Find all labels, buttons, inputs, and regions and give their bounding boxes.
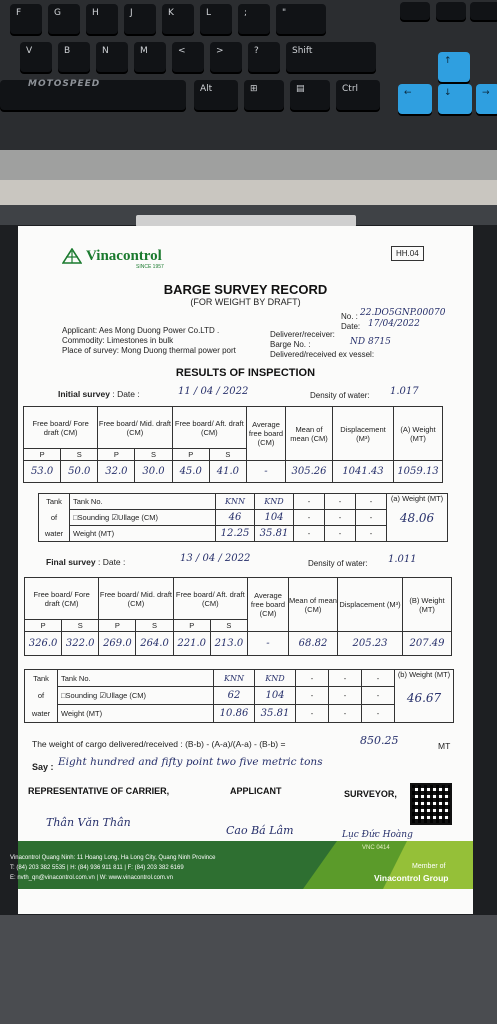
cargo-weight-unit: MT [438, 741, 451, 751]
carrier-signature: Thân Văn Thân [46, 816, 131, 829]
header-mean: Mean of mean (CM) [286, 407, 333, 461]
surveyor-signature: Lục Đức Hoàng [342, 830, 413, 840]
footer-member: Member of [412, 863, 446, 870]
mid-s-value: 264.0 [136, 632, 173, 656]
desk-bottom [0, 915, 497, 1024]
header-mid-draft: Free board/ Mid. draft (CM) [99, 578, 173, 620]
tank-dash: - [294, 526, 325, 542]
initial-label: Initial survey [58, 389, 110, 399]
s-label: S [136, 620, 173, 632]
water-label: water [25, 705, 58, 723]
final-label: Final survey [46, 557, 96, 567]
tank-dash: - [294, 494, 325, 510]
tank-no-label: Tank No. [70, 494, 216, 510]
no-label: No. : [341, 312, 358, 321]
key-arrow-up: ↑ [438, 52, 470, 82]
tank-dash: - [296, 687, 329, 705]
tank-dash: - [362, 687, 395, 705]
ullage-b-value: 104 [255, 510, 294, 526]
qr-code-icon [410, 783, 452, 825]
commodity: Commodity: Limestones in bulk [62, 336, 174, 345]
tank-dash: - [329, 705, 362, 723]
aft-s-value: 213.0 [210, 632, 247, 656]
mid-p-value: 269.0 [99, 632, 136, 656]
weight-formula: The weight of cargo delivered/received : (B-b) - (A-a)/(A-a) - (B-b) = [32, 739, 286, 749]
tank-dash: - [325, 510, 356, 526]
tank-col-a: KNN [216, 494, 255, 510]
header-aft-draft: Free board/ Aft. draft (CM) [173, 578, 247, 620]
final-date-label: : Date : [97, 557, 126, 567]
deliverer-receiver: Deliverer/receiver: [270, 330, 335, 339]
weight-a-value: 12.25 [216, 526, 255, 542]
sounding-checkbox: □Sounding [73, 513, 110, 522]
initial-survey-line [58, 389, 140, 399]
tank-dash: - [296, 670, 329, 687]
displacement-value: 1041.43 [333, 461, 394, 483]
say-label: Say : [32, 762, 54, 772]
key-win: ⊞ [244, 80, 284, 110]
header-displacement: Displacement (M³) [333, 407, 394, 461]
ullage-checkbox: ☑Ullage (CM) [99, 691, 147, 700]
p-label: P [25, 620, 62, 632]
key-arrow-right: → [476, 84, 497, 114]
p-label: P [98, 449, 135, 461]
keyboard-edge [0, 150, 497, 180]
p-label: P [173, 620, 210, 632]
aft-s-value: 41.0 [209, 461, 246, 483]
initial-date: 11 / 04 / 2022 [178, 386, 249, 397]
key-extra-2 [436, 2, 466, 20]
key-extra-1 [400, 2, 430, 20]
final-tank-table [24, 669, 454, 723]
s-label: S [209, 449, 246, 461]
p-label: P [99, 620, 136, 632]
tank-total-value: 46.67 [406, 691, 442, 705]
water-label: water [39, 526, 70, 542]
ex-vessel: Delivered/received ex vessel: [270, 350, 375, 359]
key-l: L [200, 4, 232, 34]
aft-p-value: 45.0 [172, 461, 209, 483]
sounding-checkbox: □Sounding [61, 691, 98, 700]
tank-label: Tank [39, 494, 70, 510]
tank-label: Tank [25, 670, 58, 687]
tank-dash: - [356, 494, 387, 510]
average-value: - [248, 632, 289, 656]
mid-s-value: 30.0 [135, 461, 172, 483]
footer-phone: T: (84) 203 382 5535 | H: (84) 936 911 811 | F: (84) 203 382 6169 [10, 865, 184, 871]
tank-total-value: 48.06 [399, 511, 435, 525]
s-label: S [61, 449, 98, 461]
date-label: Date: [341, 322, 361, 331]
s-label: S [210, 620, 247, 632]
tank-dash: - [294, 510, 325, 526]
key-v: V [20, 42, 52, 72]
header-average: Average free board (CM) [247, 407, 286, 461]
applicant-label: APPLICANT [230, 786, 282, 796]
keyboard [0, 0, 497, 150]
initial-date-label: : Date : [112, 389, 140, 399]
final-survey-line [46, 557, 125, 567]
applicant: Applicant: Aes Mong Duong Power Co.LTD . [62, 326, 220, 335]
tank-dash: - [362, 670, 395, 687]
mean-value: 68.82 [289, 632, 338, 656]
keyboard-brand: MOTOSPEED [28, 79, 101, 89]
ullage-a-value: 46 [216, 510, 255, 526]
header-displacement: Displacement (M³) [338, 578, 403, 632]
say-value: Eight hundred and fifty point two five metric tons [58, 756, 323, 768]
footer-address: Vinacontrol Quang Ninh: 11 Hoang Long, Ha Long City, Quang Ninh Province [10, 855, 216, 861]
fore-p-value: 326.0 [25, 632, 62, 656]
barge-label: Barge No. : [270, 340, 311, 349]
carrier-label: REPRESENTATIVE OF CARRIER, [28, 786, 170, 796]
place-of-survey: Place of survey: Mong Duong thermal power port [62, 346, 236, 355]
document-code: HH.04 [391, 246, 424, 261]
ullage-checkbox: ☑Ullage (CM) [111, 513, 159, 522]
weight-b-value: 35.81 [255, 705, 296, 723]
footer-group: Vinacontrol Group [374, 873, 449, 883]
barge-value: ND 8715 [350, 337, 391, 347]
sounding-ullage-cell [70, 510, 216, 526]
ullage-b-value: 104 [255, 687, 296, 705]
key-semicolon: ; [238, 4, 270, 34]
logo-text: Vinacontrol [86, 248, 162, 264]
tank-weight-label: Weight (MT) [58, 705, 214, 723]
initial-tank-table [38, 493, 448, 542]
final-density: 1.011 [388, 554, 417, 565]
tank-dash: - [325, 526, 356, 542]
s-label: S [135, 449, 172, 461]
key-b: B [58, 42, 90, 72]
mean-value: 305.26 [286, 461, 333, 483]
fore-s-value: 322.0 [62, 632, 99, 656]
weight-value: 207.49 [403, 632, 452, 656]
tank-no-label: Tank No. [58, 670, 214, 687]
tank-dash: - [325, 494, 356, 510]
header-mid-draft: Free board/ Mid. draft (CM) [98, 407, 172, 449]
header-average: Average free board (CM) [248, 578, 289, 632]
header-mean: Mean of mean (CM) [289, 578, 338, 632]
tank-col-a: KNN [214, 670, 255, 687]
tank-dash: - [329, 687, 362, 705]
header-weight: (A) Weight (MT) [394, 407, 443, 461]
cargo-weight-value: 850.25 [360, 734, 399, 747]
document-title: BARGE SURVEY RECORD [163, 282, 328, 297]
initial-density: 1.017 [390, 386, 419, 397]
date-value: 17/04/2022 [368, 319, 420, 329]
key-m: M [134, 42, 166, 72]
fore-s-value: 50.0 [61, 461, 98, 483]
key-alt: Alt [194, 80, 238, 110]
mid-p-value: 32.0 [98, 461, 135, 483]
key-g: G [48, 4, 80, 34]
p-label: P [172, 449, 209, 461]
s-label: S [62, 620, 99, 632]
displacement-value: 205.23 [338, 632, 403, 656]
footer-email: E: nvth_qn@vinacontrol.com.vn | W: www.vinacontrol.com.vn [10, 875, 173, 881]
weight-a-value: 10.86 [214, 705, 255, 723]
key-arrow-left: ← [398, 84, 432, 114]
aft-p-value: 221.0 [173, 632, 210, 656]
key-h: H [86, 4, 118, 34]
tank-weight-label: Weight (MT) [70, 526, 216, 542]
tank-dash: - [329, 670, 362, 687]
final-draft-table [24, 577, 452, 656]
initial-density-label: Density of water: [310, 391, 370, 400]
no-value: 22.DO5GNP.00070 [360, 308, 446, 318]
tank-total-cell [395, 670, 454, 723]
of-label: of [25, 687, 58, 705]
results-title: RESULTS OF INSPECTION [175, 367, 316, 379]
surveyor-label: SURVEYOR, [344, 789, 397, 799]
key-extra-3 [470, 2, 497, 20]
key-shift: Shift [286, 42, 376, 72]
document-subtitle: (FOR WEIGHT BY DRAFT) [190, 297, 301, 307]
final-density-label: Density of water: [308, 559, 368, 568]
footer-code: VNC 0414 [362, 845, 390, 851]
key-n: N [96, 42, 128, 72]
applicant-signature: Cao Bá Lâm [226, 824, 294, 837]
tank-col-b: KND [255, 494, 294, 510]
tank-dash: - [356, 526, 387, 542]
key-comma: < [172, 42, 204, 72]
tank-dash: - [362, 705, 395, 723]
key-quote: " [276, 4, 326, 34]
key-ctrl: Ctrl [336, 80, 380, 110]
barge-survey-document [10, 226, 473, 914]
sounding-ullage-cell [58, 687, 214, 705]
key-k: K [162, 4, 194, 34]
tank-total-label: (b) Weight (MT) [397, 670, 451, 679]
key-arrow-down: ↓ [438, 84, 472, 114]
tank-col-b: KND [255, 670, 296, 687]
vinacontrol-logo-icon [62, 248, 82, 264]
fore-p-value: 53.0 [24, 461, 61, 483]
document-footer [10, 841, 473, 889]
initial-draft-table [23, 406, 443, 483]
tank-total-cell [387, 494, 448, 542]
final-date: 13 / 04 / 2022 [180, 553, 251, 564]
key-period: > [210, 42, 242, 72]
key-slash: ? [248, 42, 280, 72]
key-f: F [10, 4, 42, 34]
header-fore-draft: Free board/ Fore draft (CM) [25, 578, 99, 620]
ullage-a-value: 62 [214, 687, 255, 705]
average-value: - [247, 461, 286, 483]
header-aft-draft: Free board/ Aft. draft (CM) [172, 407, 246, 449]
tank-total-label: (a) Weight (MT) [390, 494, 444, 503]
weight-value: 1059.13 [394, 461, 443, 483]
key-j: J [124, 4, 156, 34]
tank-dash: - [356, 510, 387, 526]
weight-b-value: 35.81 [255, 526, 294, 542]
p-label: P [24, 449, 61, 461]
key-menu: ▤ [290, 80, 330, 110]
header-weight: (B) Weight (MT) [403, 578, 452, 632]
header-fore-draft: Free board/ Fore draft (CM) [24, 407, 98, 449]
tank-dash: - [296, 705, 329, 723]
of-label: of [39, 510, 70, 526]
logo-since: SINCE 1957 [136, 264, 164, 270]
